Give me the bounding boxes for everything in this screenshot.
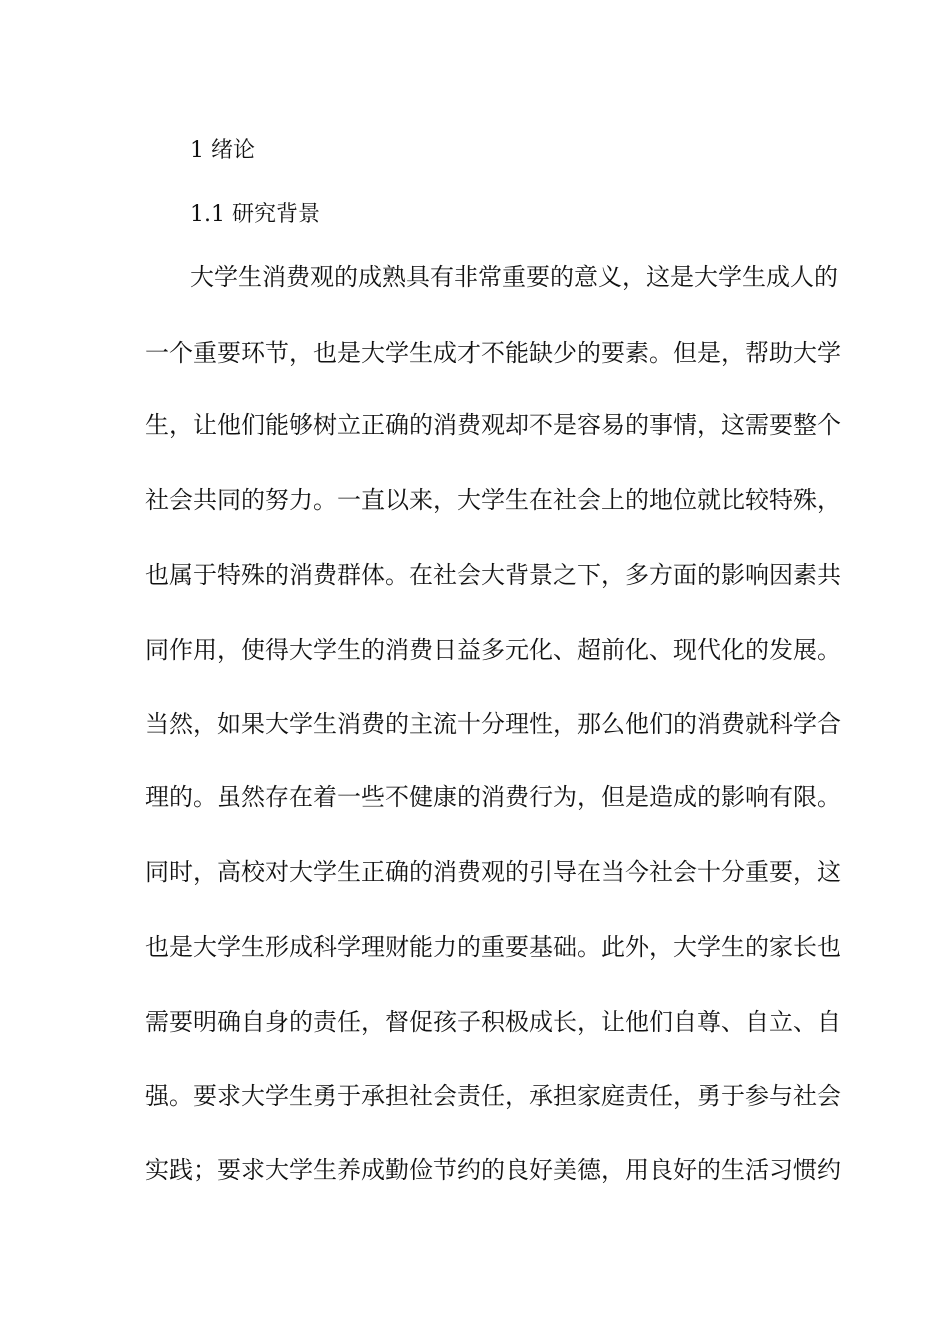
paragraph-line: 理的。虽然存在着一些不健康的消费行为，但是造成的影响有限。 xyxy=(145,783,841,811)
paragraph-line: 也属于特殊的消费群体。在社会大背景之下，多方面的影响因素共 xyxy=(145,561,841,589)
paragraph-line: 也是大学生形成科学理财能力的重要基础。此外，大学生的家长也 xyxy=(145,933,841,961)
paragraph-line: 需要明确自身的责任，督促孩子积极成长，让他们自尊、自立、自 xyxy=(145,1008,841,1036)
paragraph-line: 当然，如果大学生消费的主流十分理性，那么他们的消费就科学合 xyxy=(145,710,841,738)
paragraph-line: 同作用，使得大学生的消费日益多元化、超前化、现代化的发展。 xyxy=(145,636,841,664)
section-heading: 1.1 研究背景 xyxy=(190,202,320,227)
paragraph-line: 实践；要求大学生养成勤俭节约的良好美德，用良好的生活习惯约 xyxy=(145,1156,841,1184)
paragraph-line: 同时，高校对大学生正确的消费观的引导在当今社会十分重要，这 xyxy=(145,858,841,886)
chapter-heading: 1 绪论 xyxy=(190,138,255,163)
paragraph-line: 一个重要环节，也是大学生成才不能缺少的要素。但是，帮助大学 xyxy=(145,339,841,367)
paragraph-line: 生，让他们能够树立正确的消费观却不是容易的事情，这需要整个 xyxy=(145,411,841,439)
paragraph-line: 社会共同的努力。一直以来，大学生在社会上的地位就比较特殊， xyxy=(145,486,841,514)
paragraph-line: 大学生消费观的成熟具有非常重要的意义，这是大学生成人的 xyxy=(190,263,838,291)
paragraph-line: 强。要求大学生勇于承担社会责任，承担家庭责任，勇于参与社会 xyxy=(145,1082,841,1110)
